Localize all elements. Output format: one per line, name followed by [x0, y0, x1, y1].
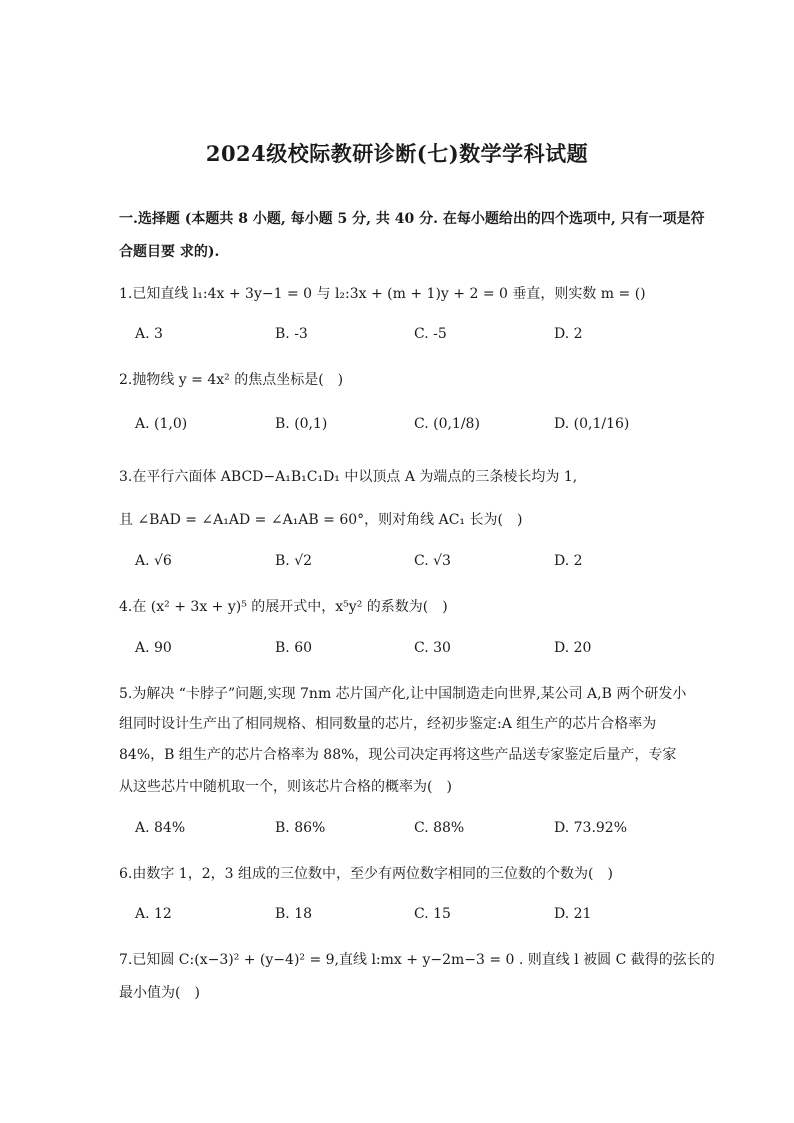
question-6-stem: 6.由数字 1，2，3 组成的三位数中，至少有两位数字相同的三位数的个数为( ) [119, 866, 613, 882]
question-5-option-b: B. 86% [275, 820, 326, 836]
question-2-option-c: C. (0,1/8) [414, 416, 480, 432]
question-2-stem: 2.抛物线 y = 4x² 的焦点坐标是( ) [119, 372, 344, 388]
question-6-option-b: B. 18 [275, 906, 313, 922]
question-1-option-b: B. -3 [275, 326, 308, 342]
question-1-stem: 1.已知直线 l₁:4x + 3y−1 = 0 与 l₂:3x + (m + 1)y + 2 = 0 垂直，则实数 m = () [119, 286, 646, 302]
question-5-stem-line-4: 从这些芯片中随机取一个，则该芯片合格的概率为( ) [119, 779, 452, 795]
question-3-option-b: B. √2 [275, 553, 313, 569]
question-4-stem: 4.在 (x² + 3x + y)⁵ 的展开式中，x⁵y² 的系数为( ) [119, 599, 448, 615]
question-4-option-d: D. 20 [554, 640, 592, 656]
question-3-option-d: D. 2 [554, 553, 583, 569]
question-1-option-a: A. 3 [135, 326, 163, 342]
question-2-option-a: A. (1,0) [135, 416, 188, 432]
question-3-stem-line-1: 3.在平行六面体 ABCD−A₁B₁C₁D₁ 中以顶点 A 为端点的三条棱长均为 1, [119, 469, 578, 485]
question-5-stem-line-1: 5.为解决 “卡脖子”问题,实现 7nm 芯片国产化,让中国制造走向世界,某公司 A,B 两个研发小 [119, 686, 687, 702]
question-7-stem-line-2: 最小值为( ) [119, 985, 200, 1001]
question-2-option-d: D. (0,1/16) [554, 416, 630, 432]
question-6-option-c: C. 15 [414, 906, 451, 922]
question-5-stem-line-3: 84%，B 组生产的芯片合格率为 88%，现公司决定再将这些产品送专家鉴定后量产，专家 [119, 747, 677, 763]
question-3-stem-line-2: 且 ∠BAD = ∠A₁AD = ∠A₁AB = 60°，则对角线 AC₁ 长为( ) [119, 512, 523, 528]
question-4-option-b: B. 60 [275, 640, 313, 656]
question-3-option-a: A. √6 [135, 553, 172, 569]
question-3-option-c: C. √3 [414, 553, 451, 569]
question-1-option-d: D. 2 [554, 326, 583, 342]
question-5-option-d: D. 73.92% [554, 820, 628, 836]
section-instruction-line-1: 一.选择题 (本题共 8 小题, 每小题 5 分, 共 40 分. 在每小题给出的四个选项中, 只有一项是符 [119, 211, 705, 227]
question-2-option-b: B. (0,1) [275, 416, 328, 432]
question-1-option-c: C. -5 [414, 326, 447, 342]
question-4-option-a: A. 90 [135, 640, 172, 656]
section-instruction-line-2: 合题目要 求的). [119, 244, 220, 260]
question-5-stem-line-2: 组同时设计生产出了相同规格、相同数量的芯片，经初步鉴定:A 组生产的芯片合格率为 [119, 716, 657, 732]
question-5-option-c: C. 88% [414, 820, 465, 836]
question-5-option-a: A. 84% [135, 820, 186, 836]
question-7-stem-line-1: 7.已知圆 C:(x−3)² + (y−4)² = 9,直线 l:mx + y−2m−3 = 0 . 则直线 l 被圆 C 截得的弦长的 [119, 952, 715, 968]
question-6-option-d: D. 21 [554, 906, 592, 922]
question-6-option-a: A. 12 [135, 906, 172, 922]
page-title: 2024级校际教研诊断(七)数学学科试题 [205, 141, 589, 166]
question-4-option-c: C. 30 [414, 640, 451, 656]
